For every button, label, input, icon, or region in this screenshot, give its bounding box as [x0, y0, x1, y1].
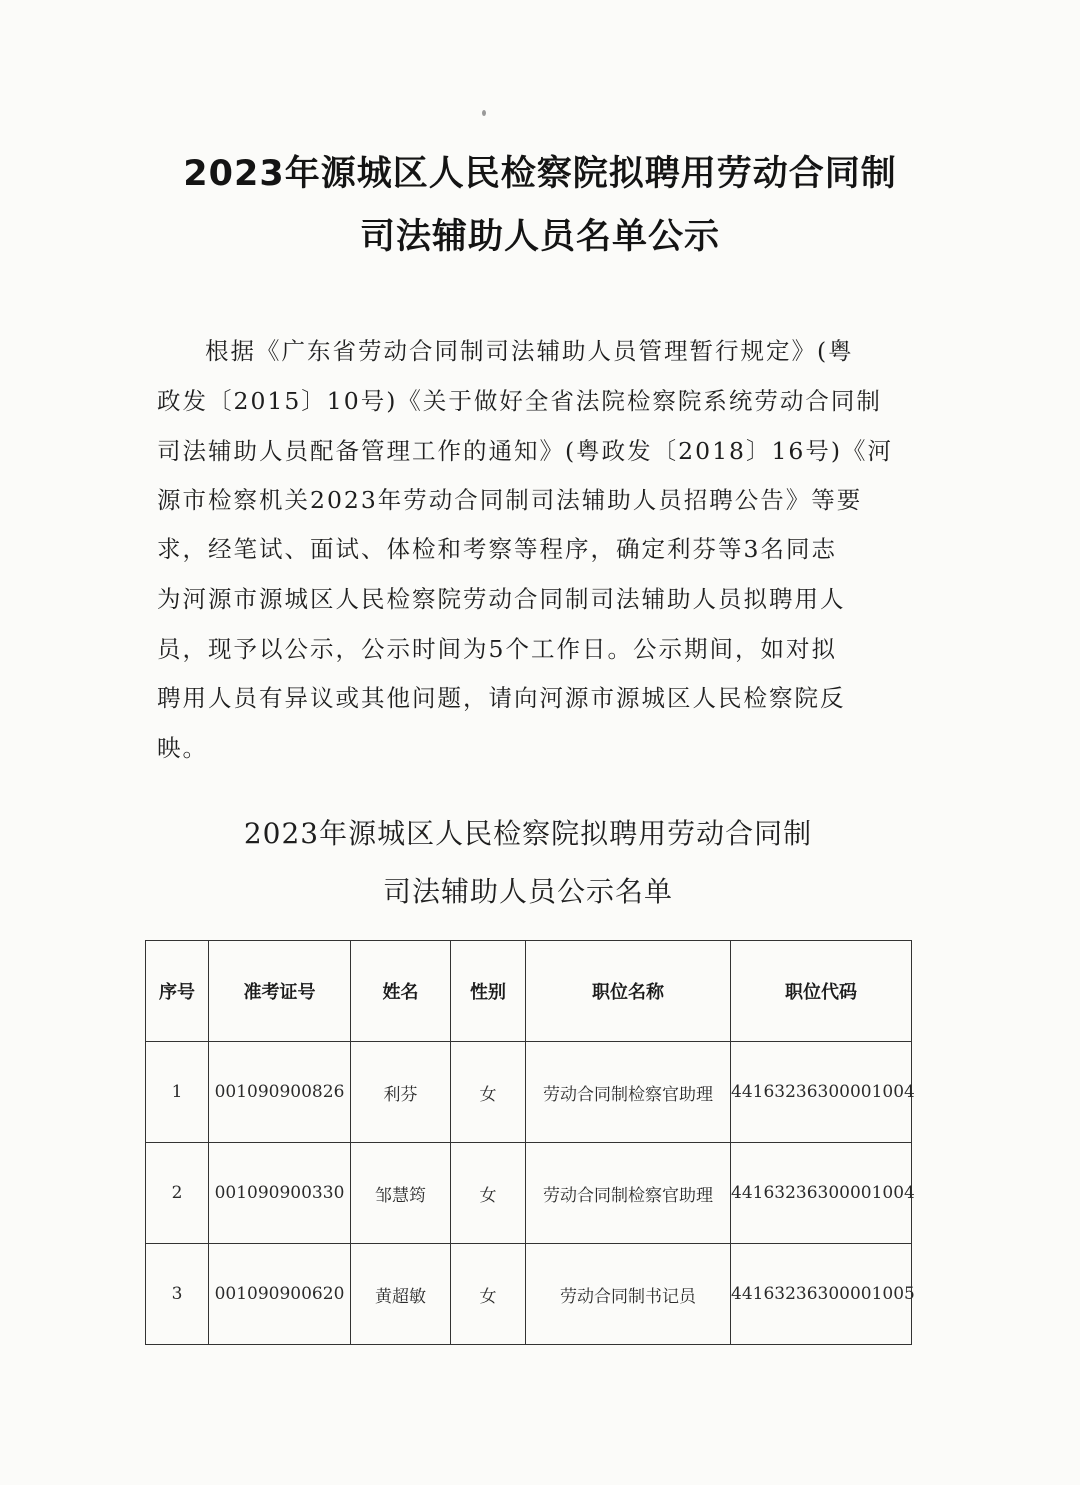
- cell-serial: 3: [146, 1244, 209, 1345]
- cell-name: 邹慧筠: [351, 1143, 451, 1244]
- table-row: [146, 1143, 912, 1244]
- cell-serial: 1: [146, 1042, 209, 1143]
- header-gender: 性别: [451, 941, 526, 1042]
- cell-position-code: 44163236300001004: [731, 1143, 912, 1244]
- cell-exam-id: 001090900620: [209, 1244, 351, 1345]
- cell-position-code: 44163236300001005: [731, 1244, 912, 1345]
- header-name: 姓名: [351, 941, 451, 1042]
- page-title-line-1: 2023年源城区人民检察院拟聘用劳动合同制: [183, 154, 897, 194]
- list-title-line-2: 司法辅助人员公示名单: [382, 875, 673, 908]
- header-serial: 序号: [146, 941, 209, 1042]
- paragraph-line: 政发〔2015〕10号)《关于做好全省法院检察院系统劳动合同制: [157, 387, 882, 415]
- cell-position-code: 44163236300001004: [731, 1042, 912, 1143]
- list-title-line-1: 2023年源城区人民检察院拟聘用劳动合同制: [243, 817, 813, 850]
- table-header-row: [146, 941, 912, 1042]
- paragraph-line: 聘用人员有异议或其他问题，请向河源市源城区人民检察院反: [157, 684, 846, 712]
- cell-name: 黄超敏: [351, 1244, 451, 1345]
- paragraph-line: 求，经笔试、面试、体检和考察等程序，确定利芬等3名同志: [157, 535, 837, 563]
- paragraph-line: 映。: [157, 734, 208, 762]
- cell-position: 劳动合同制书记员: [526, 1244, 731, 1345]
- paragraph-line: 员，现予以公示，公示时间为5个工作日。公示期间，如对拟: [157, 635, 837, 663]
- cell-gender: 女: [451, 1143, 526, 1244]
- cell-position: 劳动合同制检察官助理: [526, 1042, 731, 1143]
- cell-gender: 女: [451, 1244, 526, 1345]
- cell-serial: 2: [146, 1143, 209, 1244]
- cell-position: 劳动合同制检察官助理: [526, 1143, 731, 1244]
- paragraph-line: 为河源市源城区人民检察院劳动合同制司法辅助人员拟聘用人: [157, 585, 846, 613]
- cell-name: 利芬: [351, 1042, 451, 1143]
- cell-exam-id: 001090900826: [209, 1042, 351, 1143]
- cell-exam-id: 001090900330: [209, 1143, 351, 1244]
- header-position-code: 职位代码: [731, 941, 912, 1042]
- scan-speck: [482, 110, 486, 116]
- page-title-line-2: 司法辅助人员名单公示: [359, 217, 720, 257]
- candidate-table: [145, 940, 915, 1345]
- table-row: [146, 1244, 912, 1345]
- header-position: 职位名称: [526, 941, 731, 1042]
- paragraph-line: 根据《广东省劳动合同制司法辅助人员管理暂行规定》(粤: [205, 337, 854, 365]
- table-row: [146, 1042, 912, 1143]
- paragraph-line: 源市检察机关2023年劳动合同制司法辅助人员招聘公告》等要: [157, 486, 863, 514]
- cell-gender: 女: [451, 1042, 526, 1143]
- paragraph-line: 司法辅助人员配备管理工作的通知》(粤政发〔2018〕16号)《河: [157, 437, 894, 465]
- header-exam-id: 准考证号: [209, 941, 351, 1042]
